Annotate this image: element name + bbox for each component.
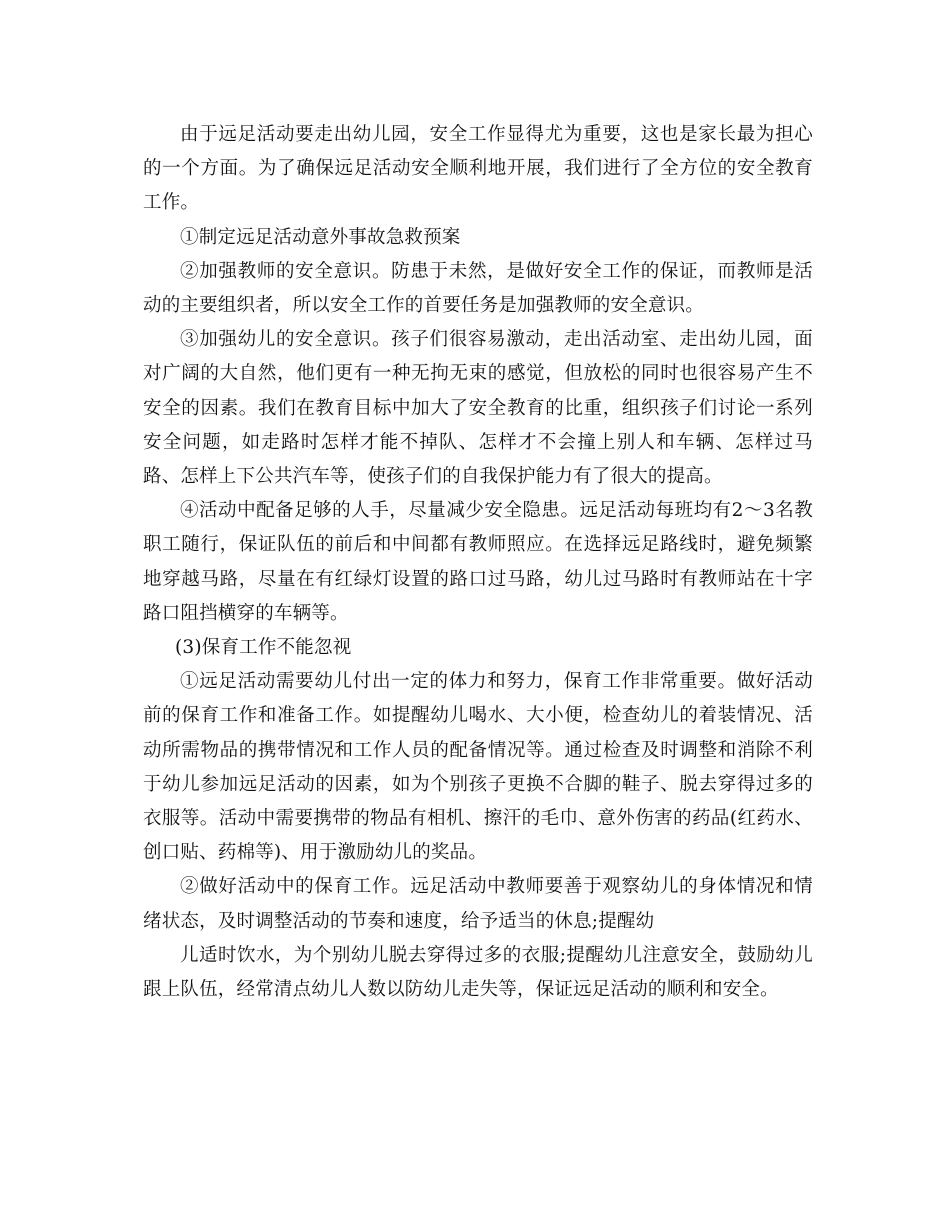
paragraph-during-activity-care: ②做好活动中的保育工作。远足活动中教师要善于观察幼儿的身体情况和情绪状态，及时调整活动的节奏和速度，给予适当的休息;提醒幼 bbox=[143, 876, 813, 932]
document-body bbox=[143, 118, 813, 1007]
paragraph-continuation: 儿适时饮水，为个别幼儿脱去穿得过多的衣服;提醒幼儿注意安全，鼓励幼儿跟上队伍，经常清点幼儿人数以防幼儿走失等，保证远足活动的顺利和安全。 bbox=[143, 944, 813, 1001]
section-heading-care-work: (3)保育工作不能忽视 bbox=[175, 637, 352, 659]
paragraph-safety-intro: 由于远足活动要走出幼儿园，安全工作显得尤为重要，这也是家长最为担心的一个方面。为了确保远足活动安全顺利地开展，我们进行了全方位的安全教育工作。 bbox=[143, 124, 813, 214]
paragraph-emergency-plan: ①制定远足活动意外事故急救预案 bbox=[180, 226, 461, 248]
paragraph-pre-activity-care: ①远足活动需要幼儿付出一定的体力和努力，保育工作非常重要。做好活动前的保育工作和准备工作。如提醒幼儿喝水、大小便，检查幼儿的着装情况、活动所需物品的携带情况和工作人员的配备情况等。通过检查及时调整和消除不利于幼儿参加远足活动的因素，如为个别孩子更换不合脚的鞋子、脱去穿得过多的衣服等。活动中需要携带的物品有相机、擦汗的毛巾、意外伤害的药品(红药水、创口贴、药棉等)、用于激励幼儿的奖品。 bbox=[143, 671, 813, 864]
paragraph-staffing: ④活动中配备足够的人手，尽量减少安全隐患。远足活动每班均有2～3名教职工随行，保证队伍的前后和中间都有教师照应。在选择远足路线时，避免频繁地穿越马路，尽量在有红绿灯设置的路口过马路，幼儿过马路时有教师站在十字路口阻挡横穿的车辆等。 bbox=[143, 500, 813, 624]
paragraph-teacher-awareness: ②加强教师的安全意识。防患于未然，是做好安全工作的保证，而教师是活动的主要组织者，所以安全工作的首要任务是加强教师的安全意识。 bbox=[143, 260, 813, 317]
paragraph-child-awareness: ③加强幼儿的安全意识。孩子们很容易激动，走出活动室、走出幼儿园，面对广阔的大自然，他们更有一种无拘无束的感觉，但放松的同时也很容易产生不安全的因素。我们在教育目标中加大了安全教育的比重，组织孩子们讨论一系列安全问题，如走路时怎样才能不掉队、怎样才不会撞上别人和车辆、怎样过马路、怎样上下公共汽车等，使孩子们的自我保护能力有了很大的提高。 bbox=[143, 329, 813, 488]
